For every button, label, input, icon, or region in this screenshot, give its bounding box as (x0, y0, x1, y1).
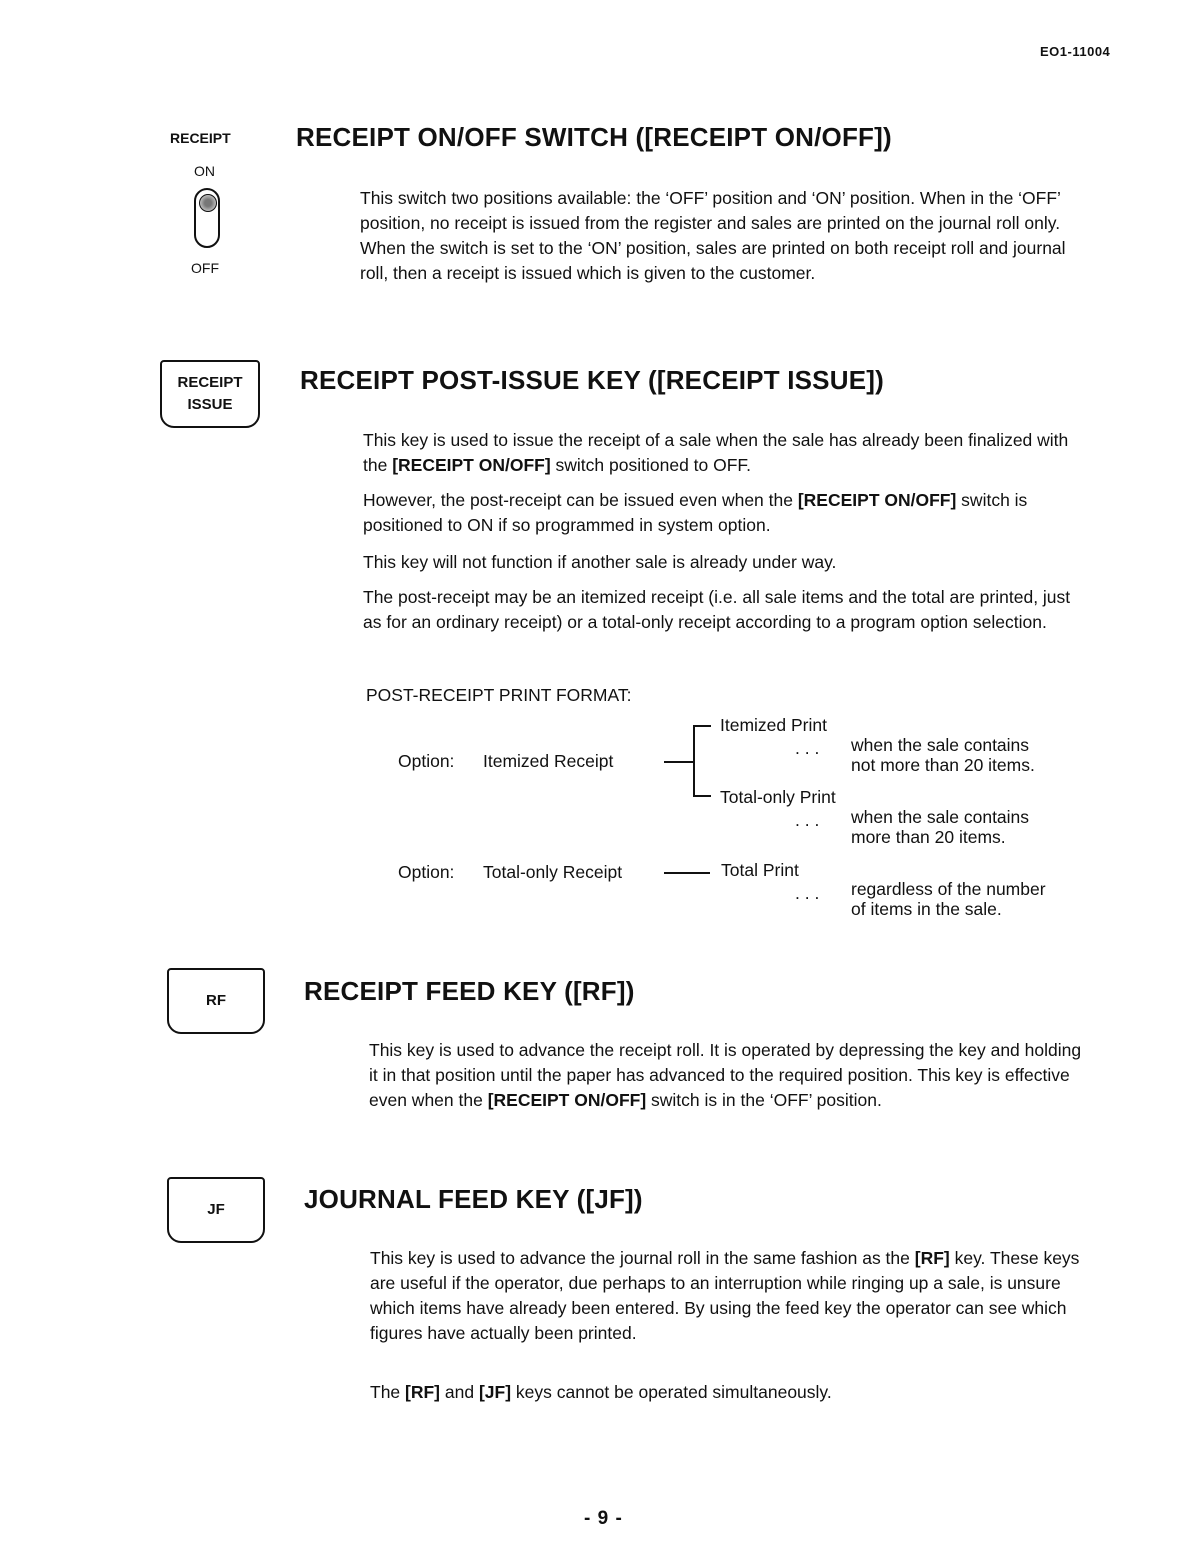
key-label-line1: RECEIPT (177, 374, 243, 391)
receipt-issue-paragraph-3: This key will not function if another sale is already under way. (363, 552, 837, 572)
rf-key-icon (167, 968, 265, 1034)
section-title-receipt-switch: RECEIPT ON/OFF SWITCH ([RECEIPT ON/OFF]) (296, 122, 892, 152)
rf-paragraph: This key is used to advance the receipt roll. It is operated by depressing the key and holding it in that position until the paper has advanced to the required position. This key is effective even when the [RECEIPT ON/OFF] switch is in the ‘OFF’ position. (369, 1040, 1082, 1110)
switch-label-off: OFF (191, 260, 219, 276)
switch-label-on: ON (194, 163, 215, 179)
branch-connector (664, 761, 694, 763)
receipt-switch-icon (194, 188, 220, 248)
print-format-heading: POST-RECEIPT PRINT FORMAT: (366, 685, 632, 705)
jf-paragraph-1: This key is used to advance the journal roll in the same fashion as the [RF] key. These keys are useful if the operator, due perhaps to an interruption while ringing up a sale, is unsure which items have already been entered. By using the feed key the operator can see which figures have actually been printed. (370, 1248, 1080, 1343)
option-1-branch-1: Itemized Print (720, 715, 827, 735)
key-label-line2: ISSUE (187, 396, 233, 413)
option-1-branch-2-note-line1: when the sale contains (851, 807, 1030, 827)
receipt-issue-paragraph-2: However, the post-receipt can be issued even when the [RECEIPT ON/OFF] switch is positioned to ON if so programmed in system option. (363, 490, 1028, 535)
option-2-branch: Total Print (721, 860, 799, 880)
receipt-issue-paragraph-1: This key is used to issue the receipt of a sale when the sale has already been finalized with the [RECEIPT ON/OFF] switch positioned to OFF. (363, 430, 1069, 475)
option-2-note-line1: regardless of the number (851, 879, 1046, 899)
receipt-issue-key-icon (160, 360, 260, 428)
branch-bottom-tick (693, 795, 711, 797)
option-1-label: Option: (398, 751, 455, 771)
jf-key-label: JF (207, 1201, 225, 1218)
option-1-branch-1-note-line1: when the sale contains (851, 735, 1030, 755)
receipt-issue-paragraph-4: The post-receipt may be an itemized receipt (i.e. all sale items and the total are printed, just as for an ordinary receipt) or a total-only receipt according to a program option selection. (363, 587, 1071, 632)
branch-bracket (693, 725, 695, 797)
jf-paragraph-2: The [RF] and [JF] keys cannot be operated simultaneously. (370, 1382, 832, 1402)
option-2-note-line2: of items in the sale. (851, 899, 1002, 919)
ellipsis-2: . . . (795, 810, 820, 830)
switch-label-receipt: RECEIPT (170, 130, 231, 146)
ellipsis-1: . . . (795, 738, 820, 758)
page-number: - 9 - (584, 1508, 623, 1529)
option-2-label: Option: (398, 862, 455, 882)
option-1-branch-1-note-line2: not more than 20 items. (851, 755, 1035, 775)
section-title-receipt-issue: RECEIPT POST-ISSUE KEY ([RECEIPT ISSUE]) (300, 365, 884, 395)
ellipsis-3: . . . (795, 883, 820, 903)
option-1-branch-2-note-line2: more than 20 items. (851, 827, 1006, 847)
option-1-branch-2: Total-only Print (720, 787, 836, 807)
section-title-rf: RECEIPT FEED KEY ([RF]) (304, 976, 635, 1006)
switch-knob-icon (199, 194, 217, 212)
option-2-connector (664, 872, 710, 874)
option-1-name: Itemized Receipt (483, 751, 614, 771)
jf-key-icon (167, 1177, 265, 1243)
document-id: EO1-11004 (1040, 44, 1111, 59)
section-title-jf: JOURNAL FEED KEY ([JF]) (304, 1184, 643, 1214)
option-2-name: Total-only Receipt (483, 862, 623, 882)
branch-top-tick (693, 725, 711, 727)
rf-key-label: RF (206, 992, 226, 1009)
receipt-switch-paragraph: This switch two positions available: the ‘OFF’ position and ‘ON’ position. When in the ‘OFF’ position, no receipt is issued from the register and sales are printed on the journal roll only. When the switch is set to the ‘ON’ position, sales are printed on both receipt roll and journal roll, then a receipt is issued which is given to the customer. (360, 188, 1066, 283)
